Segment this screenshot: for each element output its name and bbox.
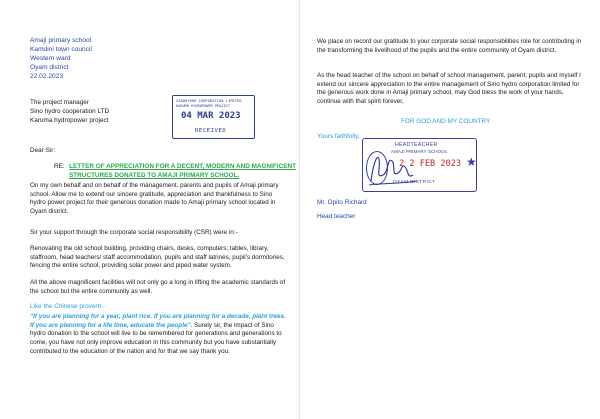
proverb-paragraph — [30, 313, 288, 357]
subject-text-2: STRUCTURES DONATED TO AMAJI PRIMARY SCHOOL. — [69, 172, 240, 179]
sender-school: Amaji primary school — [30, 37, 92, 44]
subject-label: RE: — [54, 163, 65, 170]
recipient-title: The project manager — [30, 99, 89, 106]
sender-ward: Western ward — [30, 55, 71, 62]
received-stamp-project: KARUMA HYDROPOWER PROJECT — [176, 104, 231, 108]
salutation: Dear Sir: — [30, 147, 56, 154]
appreciation-paragraph: As the head teacher of the school on behalf of school management, parent, pupils and myself I extend our sincere appreciation to the entire management of Sino hydro corporation limited for the generous work done in Amaji primary school, may God bless the work of your hands, continue with that spirit forever, — [317, 72, 581, 106]
subject-text-1: LETTER OF APPRECIATION FOR A DECENT, MODERN AND MAGNIFICENT — [69, 163, 296, 170]
stamp-heading: HEADTEACHER — [395, 142, 438, 148]
subject-line-2 — [69, 169, 239, 180]
signatory-title: Head teacher — [317, 213, 356, 220]
recipient-project: Karuma hydropower project — [30, 117, 109, 124]
signatory-name: Mr. Opito Richard — [317, 199, 367, 206]
proverb-quote: “If you are planning for a year, plant rice. If you are planning for a decade, plant trees. If you are planning for a life time, educate the people”. — [30, 313, 286, 329]
body-paragraph-2: Sir your support through the corporate social responsibility (CSR) were in:- — [30, 229, 238, 236]
body-paragraph-3: Renovating the old school building, providing chairs, desks, computers, tables, library, staffroom, head teachers/ staff accommodation, pupils and staff latrines, pupil’s dormitories, fencing the entire school, providing solar power and piped water system. — [30, 245, 285, 270]
stamp-date: 2 2 FEB 2023 — [399, 159, 462, 169]
received-stamp-org: SINOHYDRO CORPORATION LIMITED — [176, 99, 242, 103]
letter-date: 22.02.2023 — [30, 73, 64, 80]
recipient-company: Sino hydro cooperation LTD — [30, 108, 110, 115]
stamp-district: OYAM DISTRICT — [393, 180, 436, 185]
gratitude-paragraph: We place on record our gratitude to your corporate social responsibilities role for contributing in the transforming the livelihood of the pupils and the entire community of Oyam district. — [317, 38, 582, 54]
letter-page-right — [300, 0, 600, 419]
stamp-school: AMAJI PRIMARY SCHOOL — [391, 149, 448, 154]
closing-phrase: Yours faithfully, — [317, 133, 360, 140]
star-icon: ★ — [466, 155, 477, 169]
received-stamp-date: 04 MAR 2023 — [181, 111, 241, 121]
sender-district: Oyam district — [30, 64, 69, 71]
sender-town-council: Kamdini town council — [30, 46, 92, 53]
proverb-heading: Like the Chinese proverb:- — [30, 303, 105, 310]
school-motto: FOR GOD AND MY COUNTRY — [401, 118, 491, 125]
received-stamp-label: RECEIVED — [195, 128, 227, 134]
body-paragraph-5: Surely sir, the impact of Sino hydro donation to the school will live to be remembered for generations and generations to come, you have not only improve education in this community but you have substantially contributed to the education of the nation and for that we say thank you. — [30, 321, 282, 355]
headteacher-stamp — [362, 138, 477, 192]
received-stamp — [172, 95, 255, 139]
body-paragraph-4: All the above magnificent facilities will not only go a long in lifting the academic standards of the school but the entire community as well. — [30, 279, 286, 295]
body-paragraph-1: On my own behalf and on behalf of the management, parents and pupils of Amaji primary school. Allow me to extend our sincere gratitude, appreciation and thankfulness to Sino hydro power project for their generous donation made to Amaji primary school located in Oyam district. — [30, 182, 279, 216]
